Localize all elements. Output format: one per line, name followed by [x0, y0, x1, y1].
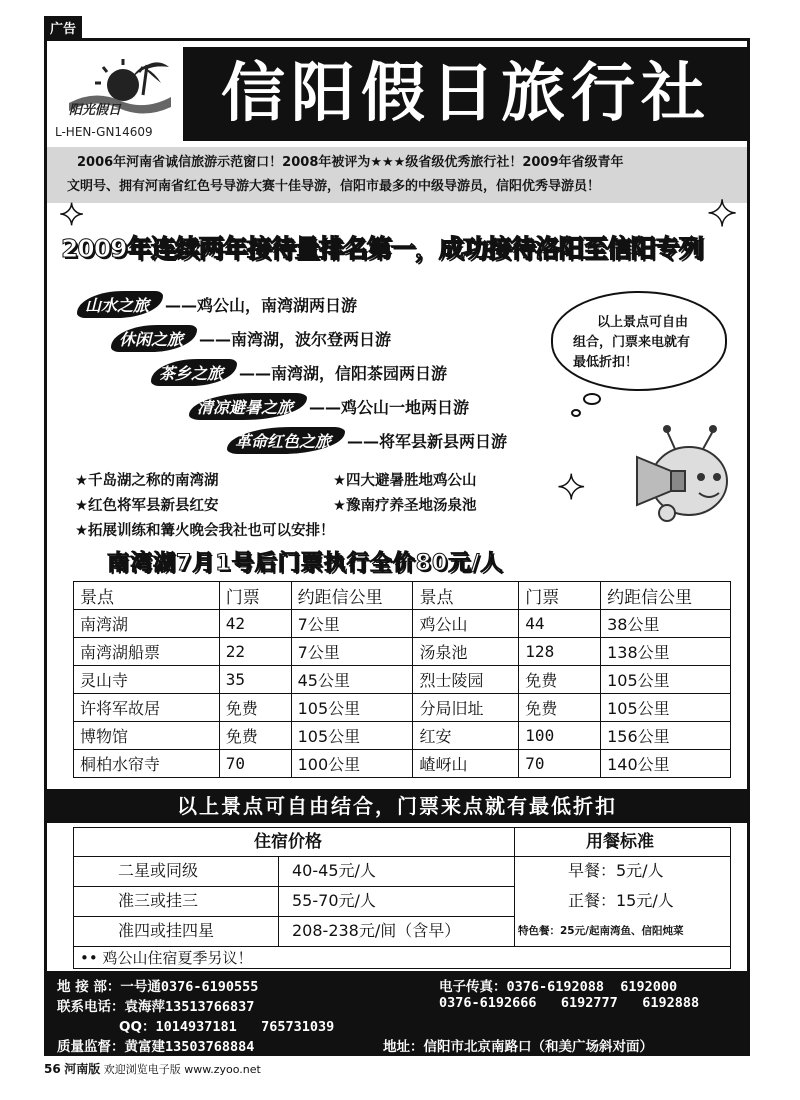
route-item: [227, 427, 507, 454]
fax: [439, 975, 677, 995]
table-cell: 105公里: [291, 722, 413, 750]
column-header: 约距信公里: [291, 582, 413, 610]
table-cell: 42: [219, 610, 291, 638]
feature-item: ★四大避暑胜地鸡公山: [333, 473, 477, 489]
contact-phone-value: 袁海萍13513766837: [124, 999, 255, 1015]
bubble-tail-dot: [571, 409, 581, 417]
table-cell: 138公里: [601, 638, 731, 666]
contact-qq: [119, 1015, 334, 1035]
table-row: [74, 666, 731, 694]
honors-line-2: 文明号、拥有河南省红色号导游大赛十佳导游，信阳市最多的中级导游员，信阳优秀导游员！: [67, 179, 601, 194]
table-cell: 博物馆: [74, 722, 220, 750]
quality-value: 黄富建13503768884: [124, 1039, 255, 1055]
address-label: 地址：: [383, 1039, 424, 1055]
feature-item: ★豫南疗养圣地汤泉池: [333, 498, 477, 514]
bubble-line-2: 组合，门票来电就有: [573, 335, 691, 350]
contact-block: [47, 971, 747, 1055]
quality-label: 质量监督：: [57, 1039, 125, 1055]
ground-dept-label: 地 接 部：: [57, 979, 121, 995]
table-cell: 140公里: [601, 750, 731, 778]
logo-text: 阳光假日: [69, 103, 122, 118]
table-cell: 105公里: [601, 666, 731, 694]
feature-item: ★拓展训练和篝火晚会我社也可以安排！: [75, 523, 335, 539]
footer-text: 欢迎浏览电子版 www.zyoo.net: [103, 1063, 261, 1076]
bubble-tail-dot: [583, 393, 601, 405]
table-cell: 分局旧址: [413, 694, 519, 722]
headline: 2009年连续两年接待量排名第一，成功接待洛阳至信阳专列: [61, 234, 703, 263]
table-row: [74, 722, 731, 750]
table-cell: 105公里: [291, 694, 413, 722]
ground-dept: [57, 975, 258, 995]
route-tag: 清凉避暑之旅: [189, 393, 307, 420]
edition-name: 河南版: [64, 1062, 101, 1076]
table-cell: 汤泉池: [413, 638, 519, 666]
table-cell: 免费: [519, 666, 601, 694]
table-cell: 38公里: [601, 610, 731, 638]
page-footer: [44, 1060, 261, 1077]
table-cell: 桐柏水帘寺: [74, 750, 220, 778]
bubble-line-3: 最低折扣！: [573, 355, 639, 370]
column-header: 门票: [219, 582, 291, 610]
table-cell: 70: [519, 750, 601, 778]
features-list: [75, 469, 477, 544]
table-cell: 7公里: [291, 610, 413, 638]
lodging-grade: 准三或挂三: [118, 891, 199, 910]
column-header: 景点: [74, 582, 220, 610]
discount-banner: 以上景点可自由结合，门票来点就有最低折扣: [47, 789, 747, 823]
table-cell: 嵖岈山: [413, 750, 519, 778]
table-cell: 灵山寺: [74, 666, 220, 694]
page-number: 56: [44, 1062, 61, 1076]
star-icon: ✦: [707, 194, 738, 235]
feature-item: ★千岛湖之称的南湾湖: [75, 473, 219, 489]
lodging-price: 208-238元/间（含早）: [292, 921, 461, 940]
meal-title: 用餐标准: [586, 832, 654, 852]
lodging-title: 住宿价格: [254, 832, 322, 852]
table-cell: 22: [219, 638, 291, 666]
star-icon: ✦: [557, 468, 586, 508]
route-desc: ——鸡公山一地两日游: [309, 398, 470, 417]
route-item: [111, 325, 391, 352]
star-icon: ✦: [59, 198, 85, 233]
contact-qq-label: QQ：: [119, 1019, 156, 1035]
table-cell: 45公里: [291, 666, 413, 694]
meal-price: 早餐：5元/人: [568, 861, 664, 880]
fax-label: 电子传真：: [439, 979, 507, 995]
fax-value-2: 0376-6192666 6192777 6192888: [439, 995, 700, 1011]
advertisement-frame: [44, 38, 750, 1056]
table-cell: 免费: [519, 694, 601, 722]
contact-phone: [57, 995, 254, 1015]
route-item: [189, 393, 469, 420]
ticket-price-title: 南湾湖7月1号后门票执行全价80元/人: [107, 551, 504, 576]
address: [383, 1035, 653, 1055]
ground-dept-value: 一号通0376-6190555: [120, 979, 259, 995]
route-desc: ——南湾湖，波尔登两日游: [199, 330, 392, 349]
honors-line-1: 2006年河南省诚信旅游示范窗口！2008年被评为★★★级省级优秀旅行社！2009年省级青年: [77, 155, 624, 170]
table-cell: 105公里: [601, 694, 731, 722]
quality-supervision: [57, 1035, 254, 1055]
table-cell: 35: [219, 666, 291, 694]
address-value: 信阳市北京南路口（和美广场斜对面）: [423, 1039, 653, 1055]
license-number: L-HEN-GN14609: [55, 125, 153, 139]
route-tag: 茶乡之旅: [151, 359, 237, 386]
fax-extra: [439, 995, 699, 1011]
table-cell: 7公里: [291, 638, 413, 666]
table-cell: 鸡公山: [413, 610, 519, 638]
fax-value-1: 0376-6192088 6192000: [506, 979, 678, 995]
table-cell: 免费: [219, 694, 291, 722]
table-cell: 南湾湖: [74, 610, 220, 638]
table-row: [74, 638, 731, 666]
table-header-row: [74, 582, 731, 610]
lodging-table: [73, 827, 731, 969]
table-cell: 许将军故居: [74, 694, 220, 722]
divider: [278, 856, 279, 946]
contact-phone-label: 联系电话：: [57, 999, 125, 1015]
contact-qq-value: 1014937181 765731039: [155, 1019, 335, 1035]
table-cell: 100: [519, 722, 601, 750]
lodging-note: •• 鸡公山住宿夏季另议！: [80, 949, 253, 967]
lodging-price: 55-70元/人: [292, 891, 376, 910]
route-tag: 休闲之旅: [111, 325, 197, 352]
table-row: [74, 750, 731, 778]
route-desc: ——南湾湖，信阳茶园两日游: [239, 364, 448, 383]
table-row: [74, 694, 731, 722]
route-tag: 山水之旅: [77, 291, 163, 318]
divider: [514, 828, 515, 946]
ad-tag: 广告: [44, 16, 82, 39]
bubble-line-1: 以上景点可自由: [597, 315, 689, 330]
lodging-grade: 准四或挂四星: [118, 921, 215, 940]
table-cell: 70: [219, 750, 291, 778]
table-cell: 100公里: [291, 750, 413, 778]
column-header: 门票: [519, 582, 601, 610]
table-row: [74, 610, 731, 638]
table-cell: 烈士陵园: [413, 666, 519, 694]
meal-price: 正餐：15元/人: [568, 891, 674, 910]
column-header: 约距信公里: [601, 582, 731, 610]
table-cell: 128: [519, 638, 601, 666]
meal-price: 特色餐：25元/起南湾鱼、信阳炖菜: [518, 925, 684, 937]
lodging-grade: 二星或同级: [118, 861, 199, 880]
route-item: [151, 359, 447, 386]
table-cell: 红安: [413, 722, 519, 750]
table-cell: 44: [519, 610, 601, 638]
megaphone-mascot-icon: [627, 417, 737, 527]
honors-banner: [47, 147, 747, 203]
route-tag: 革命红色之旅: [227, 427, 345, 454]
route-desc: ——鸡公山，南湾湖两日游: [165, 296, 358, 315]
lodging-price: 40-45元/人: [292, 861, 376, 880]
table-cell: 南湾湖船票: [74, 638, 220, 666]
speech-bubble: [551, 291, 727, 391]
table-cell: 156公里: [601, 722, 731, 750]
route-item: [77, 291, 357, 318]
table-cell: 免费: [219, 722, 291, 750]
route-desc: ——将军县新县两日游: [347, 432, 508, 451]
feature-item: ★红色将军县新县红安: [75, 498, 219, 514]
brand-name: 信阳假日旅行社: [183, 47, 749, 141]
header: [47, 41, 747, 145]
attractions-table: [73, 581, 731, 778]
column-header: 景点: [413, 582, 519, 610]
